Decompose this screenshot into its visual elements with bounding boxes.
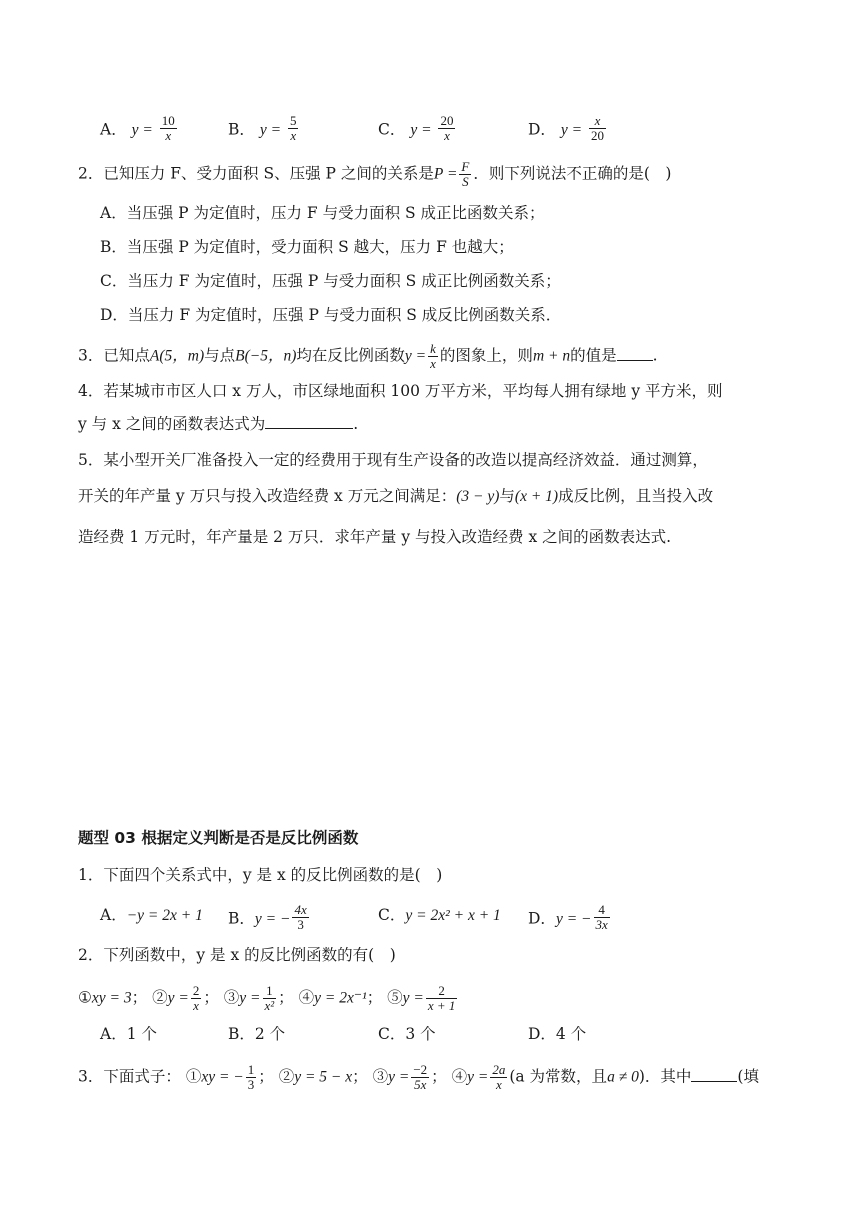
question-text: 的图象上，则 — [439, 346, 533, 365]
numerator: 1 — [263, 984, 277, 999]
question-3 — [78, 342, 658, 371]
item-marker: ④ — [298, 988, 315, 1007]
question-4-line-1: 4．若某城市市区人口 x 万人，市区绿地面积 100 万平方米，平均每人拥有绿地 y 平方米，则 — [78, 382, 723, 400]
point-a: A(5，m) — [149, 347, 205, 365]
option-label: D． — [528, 909, 556, 928]
fraction — [490, 1063, 507, 1092]
question-text: ．则下列说法不正确的是( ) — [473, 164, 672, 183]
separator: ； — [203, 988, 219, 1007]
option-d — [528, 113, 608, 145]
section-title: 题型 03 根据定义判断是否是反比例函数 — [78, 829, 359, 847]
answer-blank[interactable] — [265, 414, 353, 429]
option-label: C． — [378, 120, 406, 139]
denominator: 20 — [591, 128, 605, 143]
question-2-option-b: B．当压强 P 为定值时，受力面积 S 越大，压力 F 也越大； — [100, 238, 514, 256]
denominator: 5x — [414, 1077, 427, 1092]
numerator: 2 — [192, 983, 200, 998]
question-text: 3．下面式子： — [78, 1067, 181, 1086]
option-c — [378, 905, 501, 926]
question-text: (a 为常数，且 — [509, 1067, 608, 1086]
math-expression: xy = − — [201, 1068, 244, 1086]
math-expression: y = — [560, 121, 583, 139]
denominator: x — [165, 128, 172, 143]
fraction — [411, 1063, 429, 1092]
item-marker: ① — [185, 1067, 202, 1086]
math-expression: y = — [259, 121, 282, 139]
item-marker: ⑤ — [387, 988, 403, 1007]
math-expression: y = 5 − x — [294, 1068, 353, 1086]
math-expression: −y = 2x + 1 — [126, 907, 203, 924]
option-a — [100, 113, 179, 145]
question-text: 成反比例，且当投入改 — [558, 487, 714, 505]
math-expression: y = — [410, 121, 432, 139]
question-4-line-2 — [78, 414, 358, 434]
denominator: x — [444, 128, 450, 143]
numerator: 4x — [294, 902, 307, 917]
denominator: x — [430, 356, 436, 371]
question-2-option-c: C．当压力 F 为定值时，压强 P 与受力面积 S 成正比例函数关系； — [100, 272, 561, 290]
math-expression: y = − — [254, 910, 291, 928]
question-text: 3．已知点 — [78, 346, 150, 365]
separator: ； — [278, 988, 294, 1007]
numerator: 2a — [492, 1062, 506, 1077]
item-marker: ③ — [372, 1067, 389, 1086]
question-text: 的值是 — [570, 346, 617, 365]
section-question-3: 3．下面式子： ①xy = − $\frac{1}{3}$ ； ②y = 5 − x； ③y = $\frac{-2}{5x}$ ； ④y = $\frac{2a}{x}$ (a 为常数，且a ≠ 0)．其中 (填 — [78, 1062, 759, 1092]
separator: ； — [366, 988, 383, 1007]
numerator: 1 — [247, 1062, 255, 1077]
item-marker: ② — [152, 988, 168, 1007]
math-expression: y = — [239, 989, 261, 1007]
question-text: y 与 x 之间的函数表达式为 — [78, 415, 266, 433]
question-2-option-d: D．当压力 F 为定值时，压强 P 与受力面积 S 成反比例函数关系． — [100, 306, 562, 324]
option-label: A． — [100, 120, 127, 139]
fraction — [426, 984, 458, 1013]
question-2-stem — [78, 160, 671, 189]
option-label: B． — [228, 909, 255, 928]
question-5-line-1: 5．某小型开关厂准备投入一定的经费用于现有生产设备的改造以提高经济效益．通过测算， — [78, 451, 708, 469]
item-marker: ④ — [451, 1067, 468, 1086]
option-label: B． — [228, 120, 255, 139]
math-expression: y = 2x⁻¹ — [314, 989, 367, 1007]
section-question-1: 1．下面四个关系式中，y 是 x 的反比例函数的是( ) — [78, 866, 443, 884]
point-b: B(−5，n) — [235, 347, 297, 365]
fraction — [263, 984, 277, 1013]
denominator: 3 — [247, 1077, 255, 1092]
denominator: 3x — [595, 917, 608, 932]
denominator: x — [193, 998, 199, 1013]
fraction — [594, 903, 610, 932]
numerator: k — [430, 341, 436, 356]
option-a: A．1 个 — [100, 1025, 157, 1043]
fraction — [292, 903, 308, 932]
denominator: 3 — [297, 917, 304, 932]
math-expression: y = — [402, 989, 424, 1007]
item-marker: ② — [278, 1067, 295, 1086]
option-c: C．3 个 — [378, 1025, 436, 1043]
section-question-2: 2．下列函数中，y 是 x 的反比例函数的有( ) — [78, 946, 396, 964]
numerator: −2 — [413, 1062, 428, 1077]
math-expression: xy = 3 — [91, 989, 132, 1007]
denominator: S — [462, 174, 469, 189]
question-5-line-3: 造经费 1 万元时，年产量是 2 万只．求年产量 y 与投入改造经费 x 之间的函数表达式. — [78, 528, 672, 546]
option-a — [100, 905, 203, 926]
fraction — [589, 114, 606, 143]
denominator: x — [290, 128, 297, 143]
option-c — [378, 113, 457, 145]
numerator: 5 — [289, 113, 297, 128]
question-text: )．其中 — [638, 1067, 692, 1086]
math-expression: m + n — [532, 347, 571, 365]
fraction — [428, 342, 438, 371]
numerator: 20 — [440, 113, 454, 128]
option-label: C． — [378, 906, 406, 924]
fraction — [438, 114, 455, 143]
fraction — [288, 114, 299, 143]
numerator: 4 — [594, 903, 610, 918]
item-marker: ① — [78, 988, 92, 1007]
numerator: F — [461, 159, 470, 174]
option-b — [228, 113, 300, 145]
math-expression: y = — [467, 1068, 489, 1086]
fraction — [246, 1063, 257, 1092]
question-text: 与 — [499, 487, 515, 505]
question-5-line-2 — [78, 486, 713, 507]
answer-blank[interactable] — [691, 1067, 737, 1082]
option-label: A． — [100, 906, 127, 924]
option-b: B．2 个 — [228, 1025, 286, 1043]
option-label: D． — [528, 120, 556, 139]
math-expression: y = — [388, 1068, 410, 1086]
fraction — [459, 160, 471, 189]
math-expression: a ≠ 0 — [607, 1068, 639, 1086]
question-text: (填 — [737, 1067, 759, 1086]
separator: ； — [131, 988, 148, 1007]
question-text: . — [353, 415, 359, 433]
option-d — [528, 902, 612, 934]
question-text: 均在反比例函数 — [296, 346, 405, 365]
option-d: D．4 个 — [528, 1025, 587, 1043]
question-text: . — [652, 346, 658, 365]
denominator: x² — [264, 998, 275, 1013]
numerator: 2 — [426, 984, 458, 999]
math-expression: y = 2x² + x + 1 — [405, 907, 501, 924]
math-expression: y = — [131, 121, 153, 139]
denominator: x + 1 — [427, 998, 456, 1013]
question-text: 开关的年产量 y 万只与投入改造经费 x 万元之间满足： — [78, 487, 457, 505]
math-expression: P = — [433, 165, 458, 183]
denominator: x — [495, 1077, 502, 1092]
question-text: 与点 — [204, 346, 236, 365]
math-expression: (3 − y) — [456, 488, 500, 505]
section-question-2-items — [78, 984, 459, 1013]
math-expression: y = − — [555, 910, 592, 928]
fraction — [191, 984, 202, 1013]
item-marker: ③ — [223, 988, 240, 1007]
question-2-option-a: A．当压强 P 为定值时，压力 F 与受力面积 S 成正比函数关系； — [100, 204, 545, 222]
option-b — [228, 902, 311, 934]
question-text: 2．已知压力 F、受力面积 S、压强 P 之间的关系是 — [78, 164, 434, 183]
numerator: x — [589, 114, 606, 129]
numerator: 10 — [161, 113, 175, 128]
answer-blank[interactable] — [617, 346, 653, 361]
math-expression: (x + 1) — [514, 488, 559, 505]
fraction — [160, 114, 177, 143]
math-expression: y = — [404, 347, 427, 365]
math-expression: y = — [167, 989, 189, 1007]
